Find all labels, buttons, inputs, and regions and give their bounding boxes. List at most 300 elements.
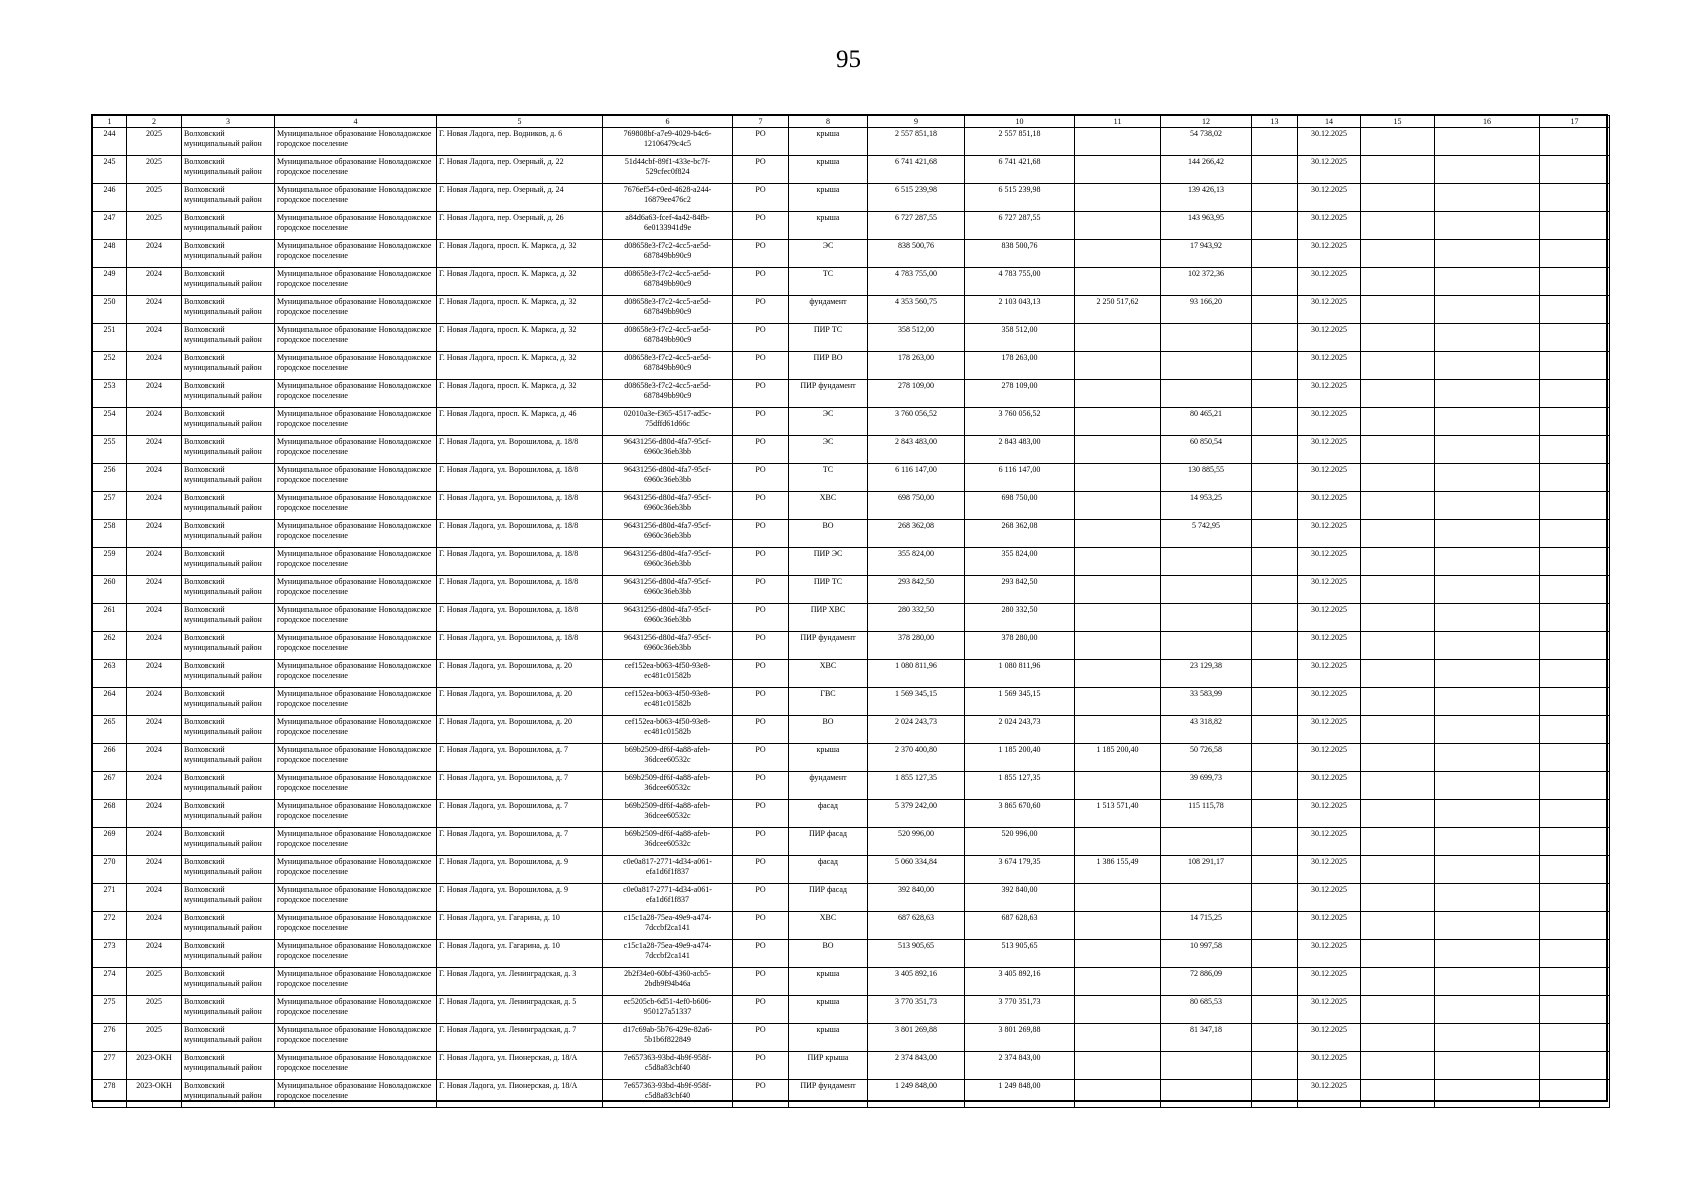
column-header: 4 — [275, 116, 437, 128]
table-cell — [1075, 184, 1161, 212]
table-cell — [1540, 660, 1610, 688]
table-cell: 269 — [93, 828, 127, 856]
table-cell — [1252, 548, 1298, 576]
table-cell: 50 726,58 — [1161, 744, 1252, 772]
table-cell: Г. Новая Ладога, ул. Ленинградская, д. 7 — [437, 1024, 603, 1052]
table-cell: 2 024 243,73 — [965, 716, 1075, 744]
table-cell: Г. Новая Ладога, ул. Пионерская, д. 18/А — [437, 1080, 603, 1108]
table-row — [93, 688, 1610, 716]
table-row — [93, 968, 1610, 996]
table-cell: 513 905,65 — [965, 940, 1075, 968]
table-cell: 6 116 147,00 — [868, 464, 965, 492]
table-cell — [1361, 884, 1435, 912]
table-cell: 30.12.2025 — [1298, 968, 1361, 996]
table-cell — [1435, 772, 1540, 800]
table-cell — [1435, 1052, 1540, 1080]
table-cell: ВО — [789, 520, 868, 548]
table-cell: 130 885,55 — [1161, 464, 1252, 492]
table-cell: крыша — [789, 128, 868, 156]
table-row — [93, 464, 1610, 492]
table-cell — [1075, 688, 1161, 716]
table-cell: d08658e3-f7c2-4cc5-ae5d-687849bb90c9 — [603, 380, 733, 408]
table-cell: c0e0a817-2771-4d34-a061-efa1d6f1f837 — [603, 856, 733, 884]
table-cell — [1435, 688, 1540, 716]
table-cell: 30.12.2025 — [1298, 632, 1361, 660]
table-cell: РО — [733, 716, 789, 744]
table-cell: 277 — [93, 1052, 127, 1080]
table-cell: ПИР ТС — [789, 324, 868, 352]
column-header: 17 — [1540, 116, 1610, 128]
table-cell: 30.12.2025 — [1298, 716, 1361, 744]
table-cell: Г. Новая Ладога, просп. К. Маркса, д. 32 — [437, 240, 603, 268]
table-cell — [1540, 744, 1610, 772]
table-row — [93, 632, 1610, 660]
table-cell: 358 512,00 — [868, 324, 965, 352]
table-cell: 96431256-d80d-4fa7-95cf-6960c36eb3bb — [603, 492, 733, 520]
table-cell: 2023-ОКН — [127, 1052, 182, 1080]
table-cell: Г. Новая Ладога, ул. Ворошилова, д. 9 — [437, 856, 603, 884]
table-cell: 96431256-d80d-4fa7-95cf-6960c36eb3bb — [603, 576, 733, 604]
table-cell: 244 — [93, 128, 127, 156]
table-cell: Г. Новая Ладога, просп. К. Маркса, д. 32 — [437, 324, 603, 352]
table-cell: 2024 — [127, 716, 182, 744]
table-cell: 392 840,00 — [868, 884, 965, 912]
table-cell: 139 426,13 — [1161, 184, 1252, 212]
table-cell: 2024 — [127, 940, 182, 968]
table-cell — [1361, 352, 1435, 380]
table-cell — [1361, 828, 1435, 856]
table-cell: ГВС — [789, 688, 868, 716]
table-cell: фасад — [789, 856, 868, 884]
table-cell: РО — [733, 268, 789, 296]
table-cell — [1075, 520, 1161, 548]
table-cell — [1361, 1024, 1435, 1052]
table-cell — [1161, 352, 1252, 380]
table-cell: РО — [733, 156, 789, 184]
table-cell: 520 996,00 — [965, 828, 1075, 856]
table-cell: d17c69ab-5b76-429e-82a6-5b1b6f822849 — [603, 1024, 733, 1052]
table-cell: 251 — [93, 324, 127, 352]
table-row — [93, 128, 1610, 156]
table-cell — [1435, 968, 1540, 996]
table-cell: 30.12.2025 — [1298, 464, 1361, 492]
table-cell — [1075, 604, 1161, 632]
table-cell: 769808bf-a7e9-4029-b4c6-12106479c4c5 — [603, 128, 733, 156]
table-cell — [1435, 884, 1540, 912]
table-cell: 2 557 851,18 — [868, 128, 965, 156]
table-cell — [1252, 800, 1298, 828]
table-cell: РО — [733, 828, 789, 856]
table-cell: Г. Новая Ладога, ул. Ворошилова, д. 18/8 — [437, 436, 603, 464]
table-row — [93, 352, 1610, 380]
table-cell: РО — [733, 408, 789, 436]
table-cell — [1252, 380, 1298, 408]
table-cell — [1252, 744, 1298, 772]
table-cell: ec5205cb-6d51-4ef0-b606-950127a51337 — [603, 996, 733, 1024]
table-cell — [1361, 268, 1435, 296]
table-cell: Г. Новая Ладога, ул. Ворошилова, д. 18/8 — [437, 520, 603, 548]
table-cell: РО — [733, 548, 789, 576]
table-cell: Волховский муниципальный район — [182, 520, 275, 548]
table-cell — [1252, 184, 1298, 212]
table-cell: 7e657363-93bd-4b9f-958f-c5d8a83cbf40 — [603, 1052, 733, 1080]
column-header: 16 — [1435, 116, 1540, 128]
table-cell — [1361, 968, 1435, 996]
table-cell: Волховский муниципальный район — [182, 884, 275, 912]
table-cell: 30.12.2025 — [1298, 212, 1361, 240]
table-cell — [1075, 632, 1161, 660]
table-cell — [1540, 856, 1610, 884]
table-cell — [1075, 996, 1161, 1024]
table-cell: Муниципальное образование Новоладожское городское поселение — [275, 240, 437, 268]
table-cell — [1361, 212, 1435, 240]
table-cell: Г. Новая Ладога, просп. К. Маркса, д. 32 — [437, 352, 603, 380]
table-cell — [1540, 604, 1610, 632]
table-cell: Волховский муниципальный район — [182, 940, 275, 968]
table-cell: 30.12.2025 — [1298, 744, 1361, 772]
table-cell — [1540, 352, 1610, 380]
table-cell: 274 — [93, 968, 127, 996]
table-cell: 2025 — [127, 156, 182, 184]
table-cell — [1361, 548, 1435, 576]
table-cell: 1 185 200,40 — [965, 744, 1075, 772]
table-cell: 3 865 670,60 — [965, 800, 1075, 828]
table-cell — [1361, 240, 1435, 268]
table-cell: 261 — [93, 604, 127, 632]
table-cell: ХВС — [789, 912, 868, 940]
table-cell: 14 715,25 — [1161, 912, 1252, 940]
table-cell: Муниципальное образование Новоладожское городское поселение — [275, 296, 437, 324]
table-cell: Г. Новая Ладога, ул. Ворошилова, д. 20 — [437, 660, 603, 688]
table-cell: РО — [733, 940, 789, 968]
table-cell: Волховский муниципальный район — [182, 1052, 275, 1080]
table-cell: 1 249 848,00 — [965, 1080, 1075, 1108]
table-cell — [1540, 1024, 1610, 1052]
table-cell — [1075, 1024, 1161, 1052]
table-cell: 263 — [93, 660, 127, 688]
table-cell: РО — [733, 660, 789, 688]
table-cell: 3 760 056,52 — [868, 408, 965, 436]
table-cell: Г. Новая Ладога, ул. Гагарина, д. 10 — [437, 940, 603, 968]
table-row — [93, 744, 1610, 772]
table-cell: Волховский муниципальный район — [182, 968, 275, 996]
table-cell — [1075, 912, 1161, 940]
table-cell: b69b2509-df6f-4a88-afeb-36dcee60532c — [603, 772, 733, 800]
table-cell: Волховский муниципальный район — [182, 296, 275, 324]
table-row — [93, 380, 1610, 408]
table-cell: Муниципальное образование Новоладожское городское поселение — [275, 1052, 437, 1080]
table-cell: 2025 — [127, 968, 182, 996]
table-cell — [1252, 156, 1298, 184]
table-cell: 4 353 560,75 — [868, 296, 965, 324]
table-cell: Волховский муниципальный район — [182, 576, 275, 604]
column-header: 14 — [1298, 116, 1361, 128]
table-cell — [1075, 268, 1161, 296]
table-cell — [1361, 632, 1435, 660]
table-cell: Волховский муниципальный район — [182, 212, 275, 240]
table-cell: ЭС — [789, 408, 868, 436]
table-cell: Г. Новая Ладога, ул. Ворошилова, д. 18/8 — [437, 604, 603, 632]
table-cell: Г. Новая Ладога, ул. Ворошилова, д. 9 — [437, 884, 603, 912]
table-cell: 378 280,00 — [965, 632, 1075, 660]
table-cell: Волховский муниципальный район — [182, 1080, 275, 1108]
table-cell: Г. Новая Ладога, ул. Ворошилова, д. 7 — [437, 744, 603, 772]
table-cell — [1161, 576, 1252, 604]
table-cell — [1252, 268, 1298, 296]
table-cell: 96431256-d80d-4fa7-95cf-6960c36eb3bb — [603, 548, 733, 576]
table-cell: 30.12.2025 — [1298, 996, 1361, 1024]
table-cell — [1540, 212, 1610, 240]
table-cell: РО — [733, 744, 789, 772]
table-cell: Волховский муниципальный район — [182, 912, 275, 940]
table-cell: 2024 — [127, 520, 182, 548]
table-cell — [1252, 352, 1298, 380]
table-cell: 43 318,82 — [1161, 716, 1252, 744]
table-cell — [1540, 688, 1610, 716]
table-cell — [1252, 856, 1298, 884]
table-cell: Муниципальное образование Новоладожское городское поселение — [275, 268, 437, 296]
table-cell: 378 280,00 — [868, 632, 965, 660]
table-cell — [1540, 632, 1610, 660]
table-cell — [1540, 128, 1610, 156]
table-cell — [1361, 380, 1435, 408]
table-cell — [1361, 520, 1435, 548]
table-cell: 51d44cbf-89f1-433e-bc7f-529cfec0f824 — [603, 156, 733, 184]
table-cell: 3 405 892,16 — [965, 968, 1075, 996]
table-cell: 2 843 483,00 — [868, 436, 965, 464]
table-cell: Муниципальное образование Новоладожское городское поселение — [275, 604, 437, 632]
table-cell — [1252, 296, 1298, 324]
table-cell — [1540, 940, 1610, 968]
table-row — [93, 156, 1610, 184]
table-cell — [1075, 884, 1161, 912]
table-cell: РО — [733, 380, 789, 408]
table-cell: 1 513 571,40 — [1075, 800, 1161, 828]
table-cell: Муниципальное образование Новоладожское городское поселение — [275, 632, 437, 660]
table-cell — [1075, 240, 1161, 268]
table-cell: 1 569 345,15 — [868, 688, 965, 716]
table-cell: Волховский муниципальный район — [182, 604, 275, 632]
table-cell: c0e0a817-2771-4d34-a061-efa1d6f1f837 — [603, 884, 733, 912]
table-cell — [1540, 240, 1610, 268]
table-cell: РО — [733, 128, 789, 156]
table-cell — [1435, 828, 1540, 856]
table-cell — [1361, 464, 1435, 492]
table-cell: ЭС — [789, 436, 868, 464]
table-cell — [1252, 716, 1298, 744]
table-cell — [1361, 184, 1435, 212]
table-cell: 102 372,36 — [1161, 268, 1252, 296]
table-cell: 30.12.2025 — [1298, 912, 1361, 940]
table-cell: 3 760 056,52 — [965, 408, 1075, 436]
table-cell: 96431256-d80d-4fa7-95cf-6960c36eb3bb — [603, 464, 733, 492]
table-cell: 80 685,53 — [1161, 996, 1252, 1024]
table-row — [93, 828, 1610, 856]
table-cell — [1161, 632, 1252, 660]
table-cell: 1 386 155,49 — [1075, 856, 1161, 884]
table-cell: 3 405 892,16 — [868, 968, 965, 996]
table-cell: 1 855 127,35 — [868, 772, 965, 800]
table-cell: Волховский муниципальный район — [182, 492, 275, 520]
table-cell: Муниципальное образование Новоладожское городское поселение — [275, 352, 437, 380]
table-row — [93, 408, 1610, 436]
table-cell: 3 770 351,73 — [868, 996, 965, 1024]
table-cell: 6 515 239,98 — [868, 184, 965, 212]
table-cell: 2024 — [127, 464, 182, 492]
table-cell — [1075, 408, 1161, 436]
column-header: 10 — [965, 116, 1075, 128]
table-cell — [1540, 436, 1610, 464]
column-header: 12 — [1161, 116, 1252, 128]
table-cell — [1252, 828, 1298, 856]
table-cell — [1075, 380, 1161, 408]
table-cell: 2024 — [127, 688, 182, 716]
table-cell: 2024 — [127, 856, 182, 884]
table-cell — [1540, 968, 1610, 996]
table-row — [93, 576, 1610, 604]
table-cell: Волховский муниципальный район — [182, 996, 275, 1024]
table-cell: 2024 — [127, 324, 182, 352]
table-cell: Г. Новая Ладога, ул. Ворошилова, д. 7 — [437, 772, 603, 800]
table-cell — [1075, 576, 1161, 604]
table-cell — [1075, 212, 1161, 240]
table-cell: 30.12.2025 — [1298, 492, 1361, 520]
table-cell: 2 250 517,62 — [1075, 296, 1161, 324]
table-row — [93, 1024, 1610, 1052]
table-cell: ПИР ХВС — [789, 604, 868, 632]
table-cell: c15c1a28-75ea-49e9-a474-7dccbf2ca141 — [603, 912, 733, 940]
table-cell: 687 628,63 — [965, 912, 1075, 940]
table-cell — [1252, 520, 1298, 548]
table-cell: 278 109,00 — [868, 380, 965, 408]
table-cell: 2024 — [127, 408, 182, 436]
table-cell: Муниципальное образование Новоладожское городское поселение — [275, 660, 437, 688]
table-cell: 17 943,92 — [1161, 240, 1252, 268]
table-cell: РО — [733, 436, 789, 464]
table-cell: 1 855 127,35 — [965, 772, 1075, 800]
table-cell: 278 109,00 — [965, 380, 1075, 408]
table-cell: 2 024 243,73 — [868, 716, 965, 744]
table-cell — [1435, 632, 1540, 660]
table-cell: 6 727 287,55 — [965, 212, 1075, 240]
table-cell: Муниципальное образование Новоладожское городское поселение — [275, 996, 437, 1024]
table-cell — [1361, 716, 1435, 744]
table-cell — [1252, 688, 1298, 716]
table-cell: Муниципальное образование Новоладожское городское поселение — [275, 436, 437, 464]
table-cell: крыша — [789, 156, 868, 184]
table-cell: 2025 — [127, 1024, 182, 1052]
table-cell: 2024 — [127, 744, 182, 772]
table-cell: 2 370 400,80 — [868, 744, 965, 772]
table-cell: Г. Новая Ладога, ул. Ленинградская, д. 5 — [437, 996, 603, 1024]
column-number-row — [93, 116, 1610, 128]
table-cell — [1361, 912, 1435, 940]
table-cell: Муниципальное образование Новоладожское городское поселение — [275, 156, 437, 184]
table-cell: РО — [733, 884, 789, 912]
table-cell: 10 997,58 — [1161, 940, 1252, 968]
column-header: 9 — [868, 116, 965, 128]
table-row — [93, 1080, 1610, 1108]
table-cell: 265 — [93, 716, 127, 744]
table-cell: 698 750,00 — [868, 492, 965, 520]
table-cell: Г. Новая Ладога, ул. Ворошилова, д. 18/8 — [437, 576, 603, 604]
table-row — [93, 184, 1610, 212]
table-cell: 2024 — [127, 548, 182, 576]
table-cell: 178 263,00 — [868, 352, 965, 380]
table-cell: 7e657363-93bd-4b9f-958f-c5d8a83cbf40 — [603, 1080, 733, 1108]
table-cell: 273 — [93, 940, 127, 968]
table-cell — [1435, 436, 1540, 464]
column-header: 5 — [437, 116, 603, 128]
table-cell — [1252, 408, 1298, 436]
table-cell — [1361, 800, 1435, 828]
table-cell: 392 840,00 — [965, 884, 1075, 912]
table-cell: Волховский муниципальный район — [182, 632, 275, 660]
table-cell: 262 — [93, 632, 127, 660]
table-cell — [1361, 408, 1435, 436]
table-cell: РО — [733, 772, 789, 800]
table-cell — [1075, 1052, 1161, 1080]
table-cell — [1361, 744, 1435, 772]
table-cell: 96431256-d80d-4fa7-95cf-6960c36eb3bb — [603, 604, 733, 632]
table-cell — [1075, 940, 1161, 968]
table-cell: 2b2f34e0-60bf-4360-acb5-2bdb9f94b46a — [603, 968, 733, 996]
table-cell — [1075, 324, 1161, 352]
table-cell — [1161, 604, 1252, 632]
table-cell: Волховский муниципальный район — [182, 828, 275, 856]
table-cell — [1540, 996, 1610, 1024]
table-cell — [1540, 800, 1610, 828]
table-row — [93, 940, 1610, 968]
table-cell: фасад — [789, 800, 868, 828]
table-cell — [1540, 576, 1610, 604]
table-cell: 264 — [93, 688, 127, 716]
table-cell: РО — [733, 212, 789, 240]
table-cell: 2024 — [127, 604, 182, 632]
table-cell — [1540, 1052, 1610, 1080]
table-cell: Г. Новая Ладога, ул. Ворошилова, д. 18/8 — [437, 548, 603, 576]
table-cell: 2024 — [127, 884, 182, 912]
table-cell: Муниципальное образование Новоладожское городское поселение — [275, 492, 437, 520]
table-row — [93, 800, 1610, 828]
table-cell: 246 — [93, 184, 127, 212]
table-cell: Г. Новая Ладога, пер. Озерный, д. 26 — [437, 212, 603, 240]
table-cell — [1252, 492, 1298, 520]
table-cell — [1161, 1052, 1252, 1080]
table-cell: 144 266,42 — [1161, 156, 1252, 184]
table-cell: Волховский муниципальный район — [182, 436, 275, 464]
table-cell — [1075, 828, 1161, 856]
table-cell: 2024 — [127, 380, 182, 408]
table-cell — [1252, 240, 1298, 268]
table-cell: c15c1a28-75ea-49e9-a474-7dccbf2ca141 — [603, 940, 733, 968]
table-cell: 30.12.2025 — [1298, 940, 1361, 968]
table-cell: 30.12.2025 — [1298, 296, 1361, 324]
table-cell: Г. Новая Ладога, ул. Ворошилова, д. 18/8 — [437, 464, 603, 492]
column-header: 15 — [1361, 116, 1435, 128]
table-cell: 1 080 811,96 — [965, 660, 1075, 688]
table-cell — [1435, 156, 1540, 184]
table-cell: РО — [733, 240, 789, 268]
table-cell: d08658e3-f7c2-4cc5-ae5d-687849bb90c9 — [603, 296, 733, 324]
table-cell: cef152ea-b063-4f50-93e8-ec481c01582b — [603, 688, 733, 716]
table-cell: Волховский муниципальный район — [182, 548, 275, 576]
table-cell: 6 116 147,00 — [965, 464, 1075, 492]
table-cell — [1361, 604, 1435, 632]
table-cell: 258 — [93, 520, 127, 548]
table-cell: Г. Новая Ладога, просп. К. Маркса, д. 32 — [437, 296, 603, 324]
table-cell — [1435, 1080, 1540, 1108]
